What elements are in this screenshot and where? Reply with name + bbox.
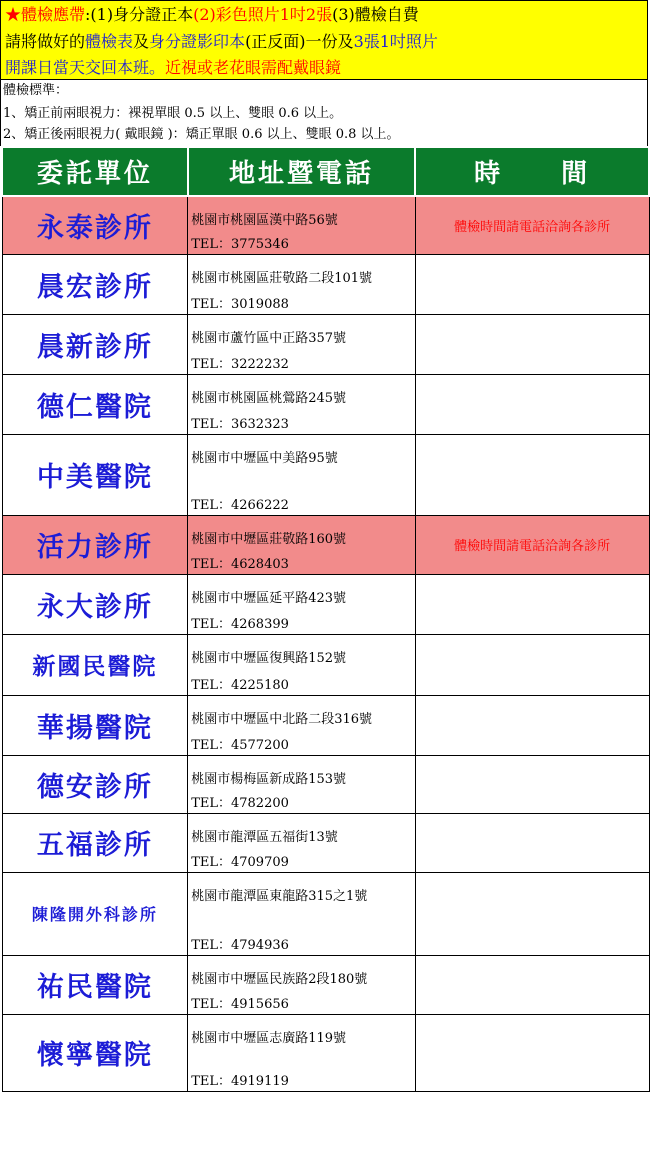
notice-segment: 體檢表 xyxy=(85,32,134,51)
notice-line-2 xyxy=(5,33,438,51)
notice-segment: (3)體檢自費 xyxy=(332,5,419,24)
clinic-address-cell xyxy=(188,634,416,695)
header-address: 地址暨電話 xyxy=(188,147,416,196)
clinic-address-cell xyxy=(188,755,416,813)
table-row xyxy=(2,434,649,515)
clinic-address: 桃園市蘆竹區中正路357號 xyxy=(191,330,347,346)
clinic-phone: TEL：4628403 xyxy=(191,556,289,572)
notice-segment: ★體檢應帶 xyxy=(5,5,86,24)
clinic-address: 桃園市中壢區民族路2段180號 xyxy=(191,971,368,987)
clinic-address-cell xyxy=(188,574,416,634)
notice-box xyxy=(0,0,648,80)
clinic-address: 桃園市中壢區中北路二段316號 xyxy=(191,711,373,727)
notice-segment: 身分證影印本 xyxy=(149,32,246,51)
clinic-name: 德安診所 xyxy=(2,755,188,813)
clinic-phone: TEL：4915656 xyxy=(191,996,289,1012)
clinic-address: 桃園市楊梅區新成路153號 xyxy=(191,771,347,787)
clinic-phone: TEL：4782200 xyxy=(191,795,289,811)
table-row xyxy=(2,374,649,434)
clinic-address: 桃園市中壢區復興路152號 xyxy=(191,650,347,666)
clinic-address-cell xyxy=(188,374,416,434)
clinic-address-cell xyxy=(188,695,416,755)
clinic-time xyxy=(415,254,649,314)
clinic-address: 桃園市中壢區莊敬路160號 xyxy=(191,531,347,547)
clinic-phone: TEL：3019088 xyxy=(191,296,289,312)
header-unit: 委託單位 xyxy=(2,147,188,196)
notice-line-3 xyxy=(5,59,341,77)
clinic-phone: TEL：3632323 xyxy=(191,416,289,432)
clinic-phone: TEL：4794936 xyxy=(191,937,289,953)
clinic-name: 永泰診所 xyxy=(2,196,188,254)
clinic-name: 新國民醫院 xyxy=(2,634,188,695)
clinic-address: 桃園市中壢區延平路423號 xyxy=(191,590,347,606)
clinic-time: 體檢時間請電話洽詢各診所 xyxy=(415,196,649,254)
clinic-phone: TEL：3775346 xyxy=(191,236,289,252)
clinic-phone: TEL：4225180 xyxy=(191,677,289,693)
clinic-time xyxy=(415,955,649,1014)
table-row xyxy=(2,574,649,634)
clinic-time xyxy=(415,574,649,634)
clinic-address: 桃園市桃園區莊敬路二段101號 xyxy=(191,270,373,286)
clinic-phone: TEL：3222232 xyxy=(191,356,289,372)
clinic-phone: TEL：4268399 xyxy=(191,616,289,632)
clinic-time xyxy=(415,755,649,813)
clinic-phone: TEL：4577200 xyxy=(191,737,289,753)
notice-segment: 及 xyxy=(133,32,150,51)
clinic-name: 陳隆開外科診所 xyxy=(2,872,188,955)
notice-segment: 請將做好的 xyxy=(5,32,86,51)
clinic-table xyxy=(1,146,650,1092)
clinic-name: 晨宏診所 xyxy=(2,254,188,314)
notice-segment: :(1)身分證正本 xyxy=(85,5,194,24)
notice-segment: 開課日當天交回本班。 xyxy=(5,58,166,77)
clinic-phone: TEL：4266222 xyxy=(191,497,289,513)
clinic-time xyxy=(415,314,649,374)
clinic-time: 體檢時間請電話洽詢各診所 xyxy=(415,515,649,574)
clinic-time xyxy=(415,634,649,695)
clinic-name: 晨新診所 xyxy=(2,314,188,374)
clinic-address-cell xyxy=(188,955,416,1014)
clinic-address: 桃園市龍潭區五福街13號 xyxy=(191,829,338,845)
clinic-address-cell xyxy=(188,254,416,314)
clinic-name: 中美醫院 xyxy=(2,434,188,515)
table-row xyxy=(2,872,649,955)
notice-segment: 近視或老花眼需配戴眼鏡 xyxy=(165,58,342,77)
clinic-address: 桃園市桃園區桃鶯路245號 xyxy=(191,390,347,406)
clinic-time xyxy=(415,695,649,755)
table-row xyxy=(2,515,649,574)
clinic-address: 桃園市龍潭區東龍路315之1號 xyxy=(191,888,368,904)
table-row xyxy=(2,755,649,813)
table-header-row xyxy=(2,147,649,196)
table-row xyxy=(2,813,649,872)
clinic-time xyxy=(415,434,649,515)
notice-segment: (2)彩色照片1吋2張 xyxy=(193,5,333,24)
table-row xyxy=(2,695,649,755)
clinic-name: 永大診所 xyxy=(2,574,188,634)
clinic-time xyxy=(415,872,649,955)
criteria-item-1: 1、矯正前兩眼視力：裸視單眼 0.5 以上、雙眼 0.6 以上。 xyxy=(3,106,343,121)
table-row xyxy=(2,634,649,695)
clinic-address-cell xyxy=(188,872,416,955)
table-row xyxy=(2,955,649,1014)
clinic-address-cell xyxy=(188,813,416,872)
clinic-time xyxy=(415,374,649,434)
clinic-phone: TEL：4919119 xyxy=(191,1073,289,1089)
clinic-address-cell xyxy=(188,434,416,515)
clinic-name: 祐民醫院 xyxy=(2,955,188,1014)
table-row xyxy=(2,314,649,374)
clinic-name: 懷寧醫院 xyxy=(2,1014,188,1091)
clinic-address: 桃園市中壢區志廣路119號 xyxy=(191,1030,347,1046)
clinic-address-cell xyxy=(188,1014,416,1091)
clinic-name: 德仁醫院 xyxy=(2,374,188,434)
criteria-title: 體檢標準： xyxy=(3,83,69,98)
criteria-item-2: 2、矯正後兩眼視力( 戴眼鏡 )：矯正單眼 0.6 以上、雙眼 0.8 以上。 xyxy=(3,127,400,142)
clinic-name: 活力診所 xyxy=(2,515,188,574)
notice-segment: (正反面)一份及 xyxy=(245,32,354,51)
header-time: 時 間 xyxy=(415,147,649,196)
criteria-box xyxy=(0,80,648,146)
clinic-name: 五福診所 xyxy=(2,813,188,872)
table-row xyxy=(2,196,649,254)
clinic-address-cell xyxy=(188,314,416,374)
clinic-address-cell xyxy=(188,515,416,574)
table-row xyxy=(2,254,649,314)
clinic-address-cell xyxy=(188,196,416,254)
clinic-time xyxy=(415,813,649,872)
notice-line-1 xyxy=(5,6,419,24)
notice-segment: 3張1吋照片 xyxy=(353,32,438,51)
clinic-name: 華揚醫院 xyxy=(2,695,188,755)
clinic-address: 桃園市中壢區中美路95號 xyxy=(191,450,338,466)
clinic-time xyxy=(415,1014,649,1091)
table-row xyxy=(2,1014,649,1091)
clinic-phone: TEL：4709709 xyxy=(191,854,289,870)
clinic-address: 桃園市桃園區漢中路56號 xyxy=(191,213,338,228)
